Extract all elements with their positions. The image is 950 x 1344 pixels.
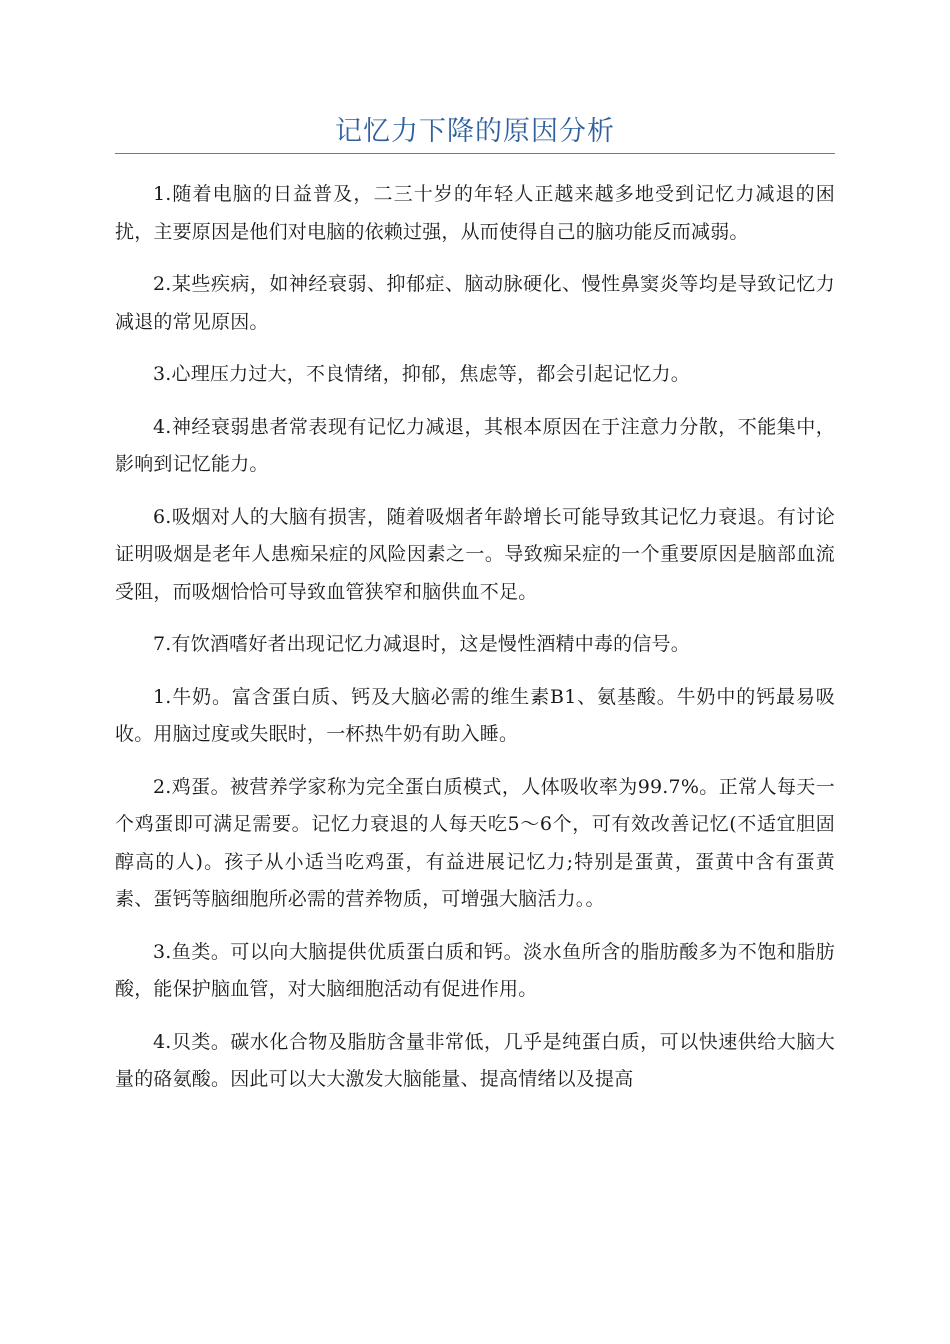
paragraph: 2.某些疾病，如神经衰弱、抑郁症、脑动脉硬化、慢性鼻窦炎等均是导致记忆力减退的常见原因。 (115, 273, 835, 333)
paragraph: 3.鱼类。可以向大脑提供优质蛋白质和钙。淡水鱼所含的脂肪酸多为不饱和脂肪酸，能保护脑血管，对大脑细胞活动有促进作用。 (115, 940, 835, 1000)
paragraph: 2.鸡蛋。被营养学家称为完全蛋白质模式，人体吸收率为99.7%。正常人每天一个鸡蛋即可满足需要。记忆力衰退的人每天吃5～6个，可有效改善记忆(不适宜胆固醇高的人)。孩子从小适当吃鸡蛋，有益进展记忆力;特别是蛋黄，蛋黄中含有蛋黄素、蛋钙等脑细胞所必需的营养物质，可增强大脑活力。。 (115, 775, 835, 910)
paragraph: 1.牛奶。富含蛋白质、钙及大脑必需的维生素B1、氨基酸。牛奶中的钙最易吸收。用脑过度或失眠时，一杯热牛奶有助入睡。 (115, 685, 835, 745)
paragraph: 6.吸烟对人的大脑有损害，随着吸烟者年龄增长可能导致其记忆力衰退。有讨论证明吸烟是老年人患痴呆症的风险因素之一。导致痴呆症的一个重要原因是脑部血流受阻，而吸烟恰恰可导致血管狭窄和脑供血不足。 (115, 505, 835, 603)
paragraph: 3.心理压力过大，不良情绪，抑郁，焦虑等，都会引起记忆力。 (153, 363, 690, 385)
paragraph: 4.贝类。碳水化合物及脂肪含量非常低，几乎是纯蛋白质，可以快速供给大脑大量的硌氨酸。因此可以大大激发大脑能量、提高情绪以及提高 (115, 1030, 835, 1090)
page-title: 记忆力下降的原因分析 (335, 116, 615, 147)
paragraph: 1.随着电脑的日益普及，二三十岁的年轻人正越来越多地受到记忆力减退的困扰，主要原因是他们对电脑的依赖过强，从而使得自己的脑功能反而减弱。 (115, 183, 835, 243)
paragraph: 4.神经衰弱患者常表现有记忆力减退，其根本原因在于注意力分散，不能集中，影响到记忆能力。 (115, 415, 835, 475)
title-underline (115, 153, 835, 154)
paragraph: 7.有饮酒嗜好者出现记忆力减退时，这是慢性酒精中毒的信号。 (153, 633, 690, 655)
document-body (115, 176, 835, 1114)
